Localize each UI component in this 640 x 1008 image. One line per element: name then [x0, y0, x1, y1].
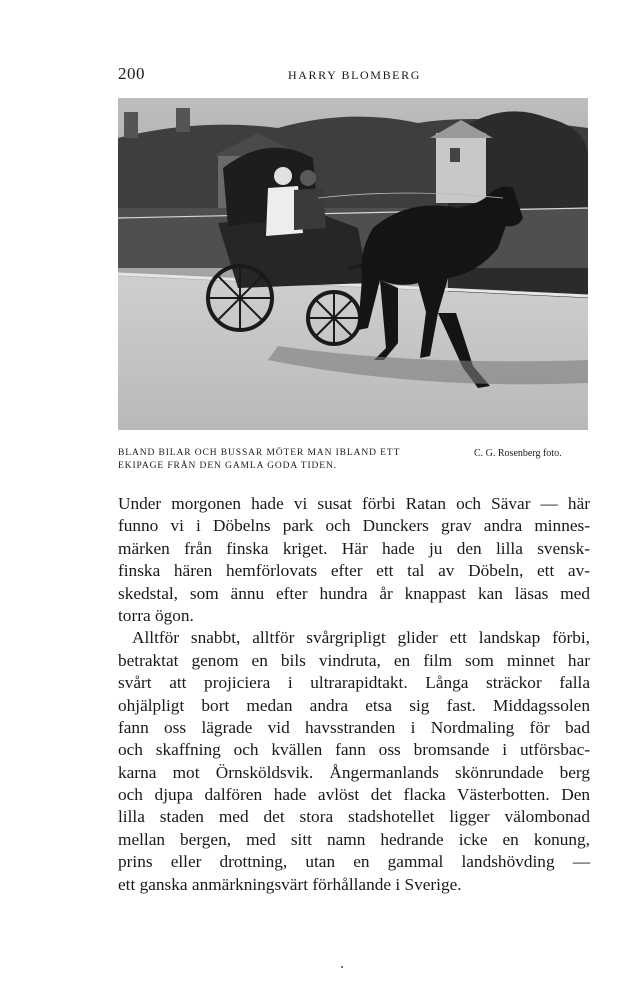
page-number: 200 — [118, 64, 145, 83]
photograph-horse-carriage — [118, 98, 588, 430]
text-line: prins eller drottning, utan en gammal landshövding — — [118, 852, 590, 872]
text-line: Under morgonen hade vi susat förbi Ratan och Sävar — här — [118, 494, 590, 513]
text-line: karna mot Örnsköldsvik. Ångermanlands skönrundade berg — [118, 762, 590, 782]
paragraph — [118, 493, 590, 627]
text-line: lilla staden med det stora stadshotellet ligger välombonad — [118, 807, 590, 827]
caption-line: EKIPAGE FRÅN DEN GAMLA GODA TIDEN. — [118, 461, 338, 471]
text-line: funno vi i Döbelns park och Dunckers grav andra minnes- — [118, 516, 590, 536]
text-line: fann oss lägrade vid havsstranden i Nordmaling för bad — [118, 717, 590, 737]
text-line: torra ögon. — [118, 605, 194, 625]
print-speck — [341, 966, 343, 968]
text-line: mellan bergen, med sitt namn hedrande icke en konung, — [118, 829, 590, 849]
text-line: märken från finska kriget. Här hade ju den lilla svensk- — [118, 538, 590, 558]
text-line: ett ganska anmärkningsvärt förhållande i Sverige. — [118, 874, 462, 894]
text-line: och skaffning och kvällen fann oss bromsande i utförsbac- — [118, 740, 590, 760]
text-line: betraktat genom en bils vindruta, en film som minnet har — [118, 650, 590, 670]
text-line: svårt att projiciera i ultrarapidtakt. Långa sträckor falla — [118, 673, 590, 693]
text-line: och djupa dalfören hade avlöst det flacka Västerbotten. Den — [118, 785, 590, 805]
photo-caption — [118, 447, 448, 473]
text-line: finska hären hemförlovats efter ett tal av Döbeln, ett av- — [118, 561, 590, 581]
body-text — [118, 493, 590, 896]
text-line: ohjälpligt bort medan andra etsa sig fast. Middagssolen — [118, 695, 590, 715]
running-head: HARRY BLOMBERG — [288, 68, 421, 82]
photo-credit: C. G. Rosenberg foto. — [474, 448, 562, 459]
paragraph — [118, 627, 590, 896]
text-line: skedstal, som ännu efter hundra år knappast kan läsas med — [118, 583, 590, 603]
text-line: Alltför snabbt, alltför svårgripligt glider ett landskap förbi, — [132, 628, 590, 648]
caption-line: BLAND BILAR OCH BUSSAR MÖTER MAN IBLAND ETT — [118, 448, 401, 458]
